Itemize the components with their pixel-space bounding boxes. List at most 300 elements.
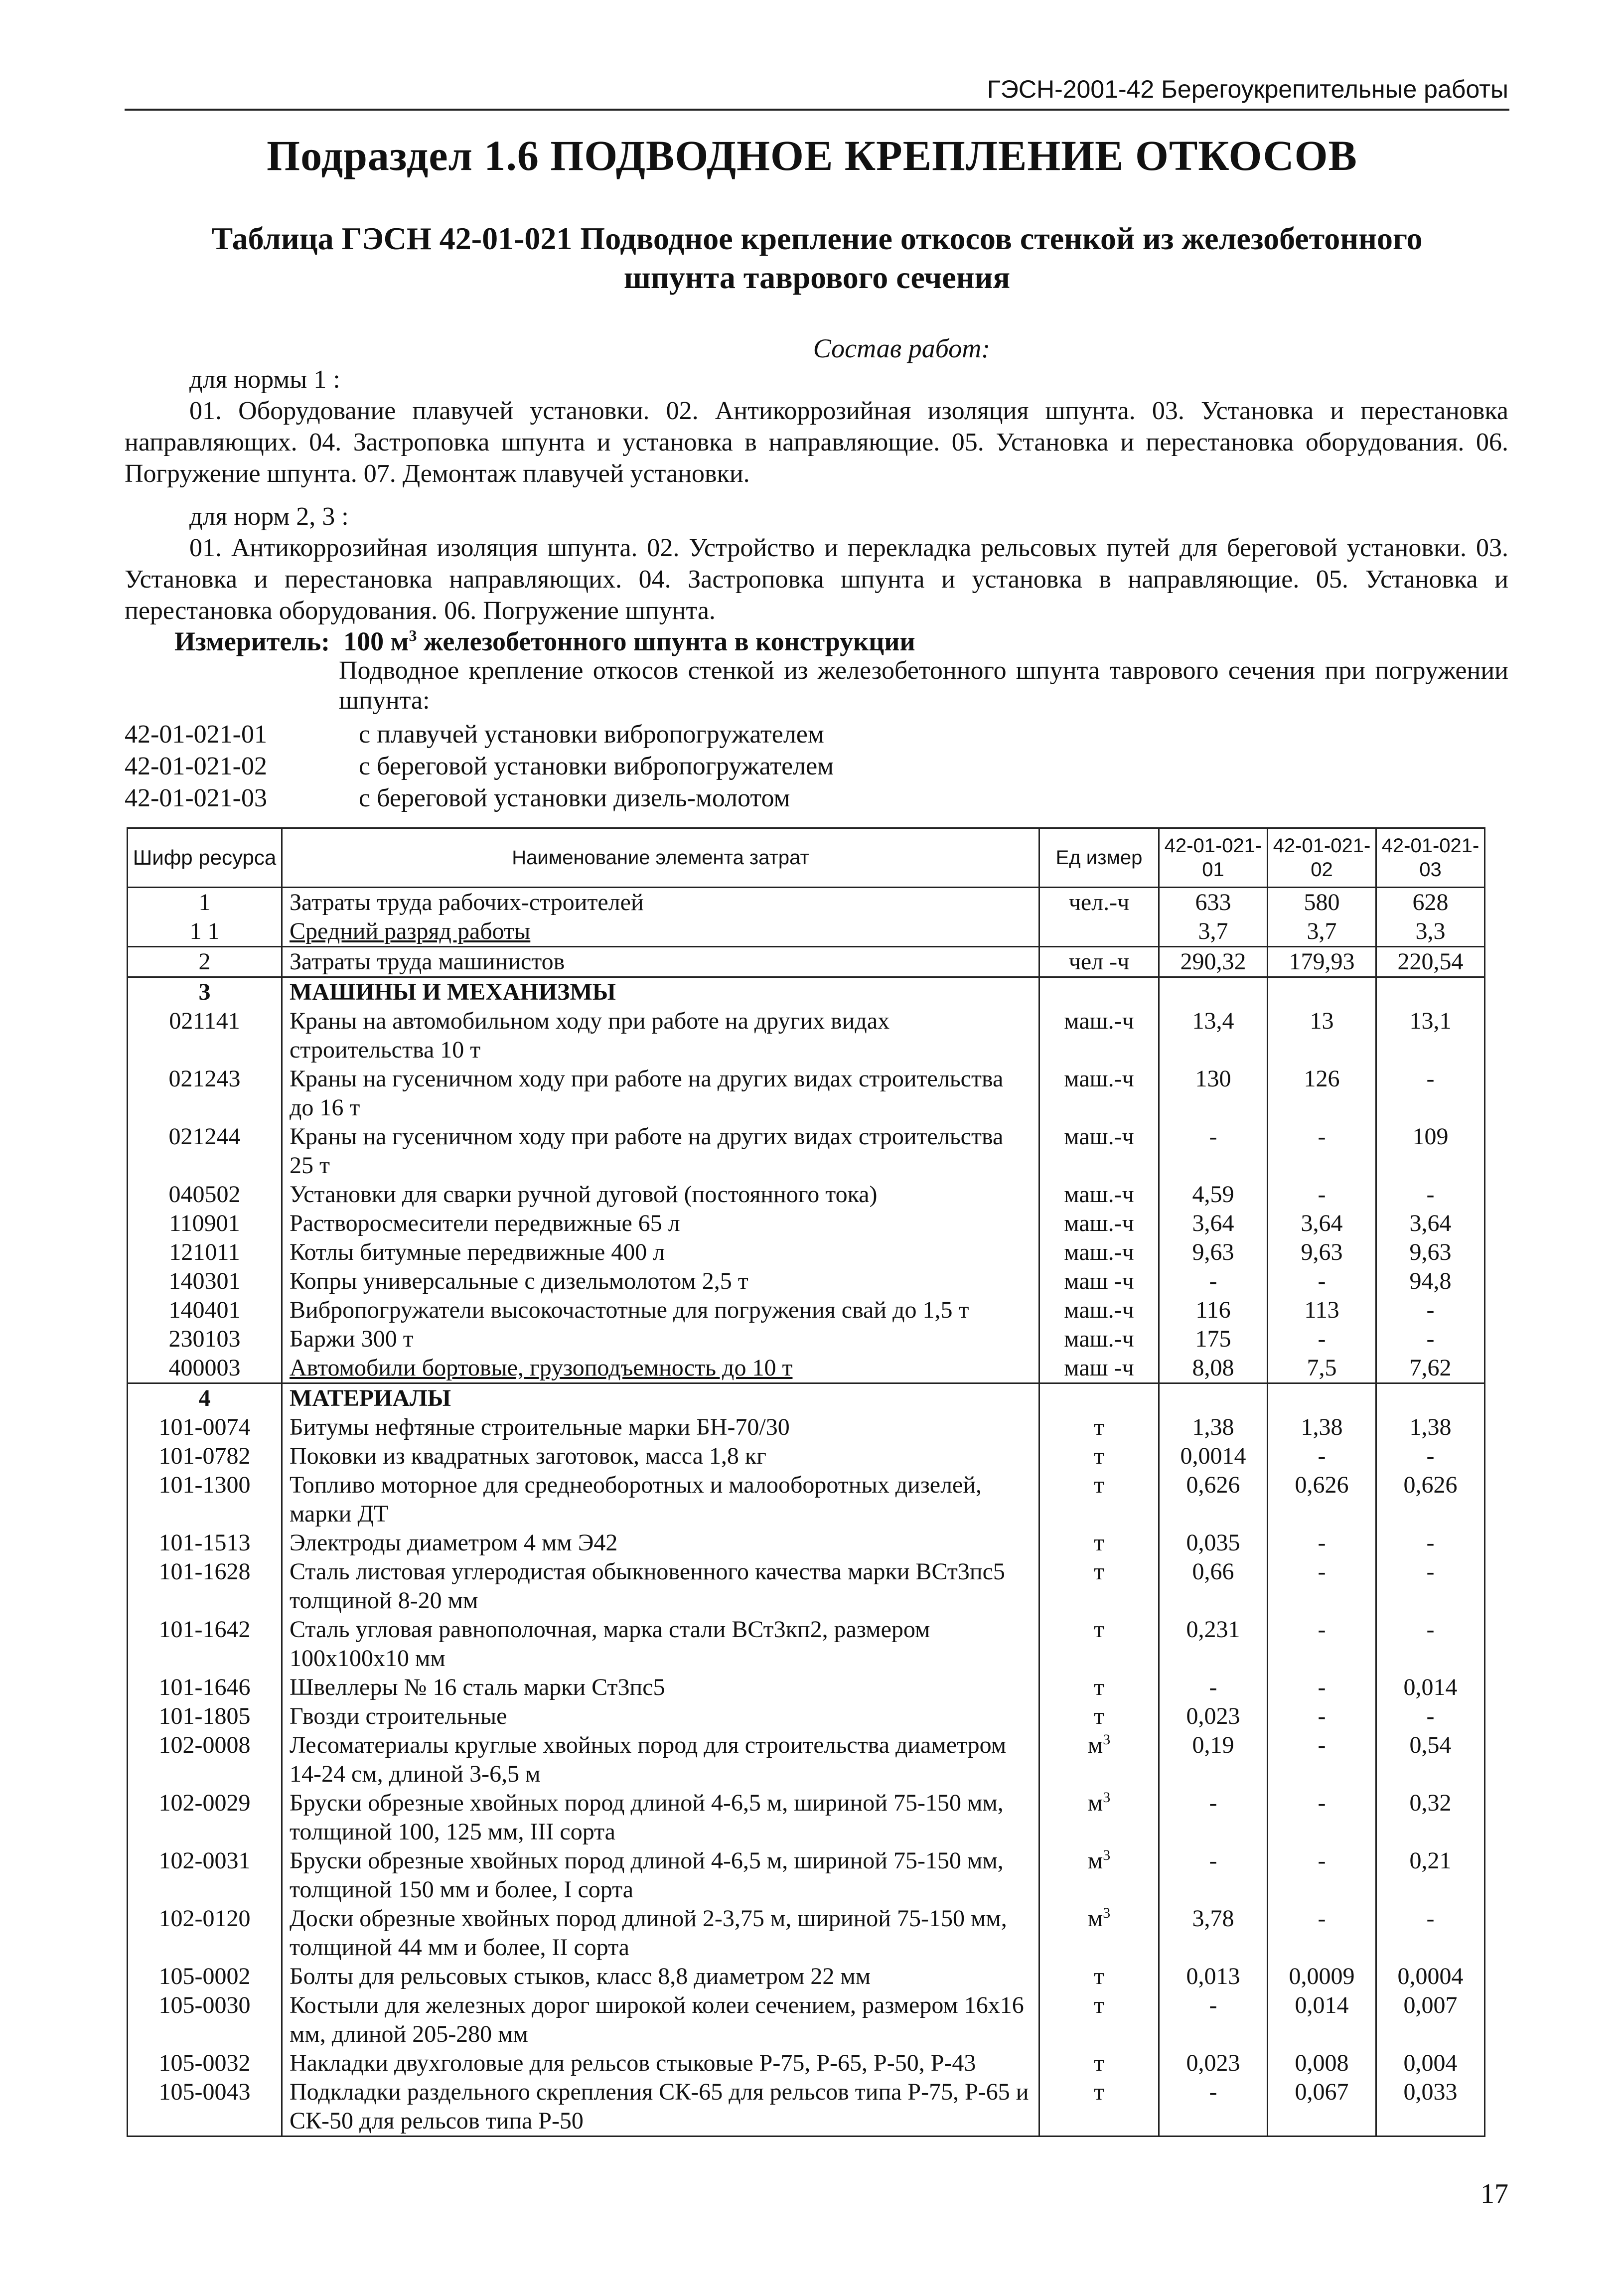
row-value-norm3 [1376, 1702, 1485, 1731]
row-value-norm3-text: - [1426, 1529, 1435, 1556]
table-body [128, 888, 1485, 2137]
row-name [282, 1528, 1039, 1557]
row-value-norm1 [1159, 1065, 1268, 1122]
row-value-norm2-text: 9,63 [1301, 1239, 1343, 1265]
row-code [128, 1065, 282, 1122]
row-unit [1039, 947, 1159, 977]
row-value-norm2-text: - [1318, 1847, 1326, 1874]
row-code-text: 040502 [168, 1181, 241, 1208]
norm-text: с береговой установки дизель-молотом [359, 784, 790, 812]
row-value-norm2-text: 0,067 [1295, 2079, 1349, 2105]
row-unit [1039, 1296, 1159, 1325]
norm-row [125, 720, 824, 749]
row-value-norm2 [1268, 1557, 1376, 1615]
row-code-text: 4 [198, 1385, 211, 1411]
row-code-text: 105-0002 [158, 1963, 251, 1989]
row-value-norm1 [1159, 1296, 1268, 1325]
row-value-norm2-text: 7,5 [1307, 1355, 1337, 1381]
row-unit [1039, 1702, 1159, 1731]
row-unit-text: т [1094, 1674, 1104, 1700]
table-row [128, 1383, 1485, 1413]
row-value-norm3-text: 13,1 [1409, 1008, 1452, 1034]
row-value-norm2-text: - [1318, 1326, 1326, 1352]
row-name [282, 1442, 1039, 1471]
row-value-norm1-text: 4,59 [1192, 1181, 1234, 1208]
row-code-text: 105-0043 [158, 2079, 251, 2105]
row-name [282, 1383, 1039, 1413]
row-unit [1039, 1904, 1159, 1962]
row-value-norm3 [1376, 1413, 1485, 1442]
row-code-text: 102-0029 [158, 1790, 251, 1816]
header-name: Наименование элемента затрат [282, 828, 1039, 888]
row-value-norm2 [1268, 1615, 1376, 1673]
row-name [282, 2078, 1039, 2137]
row-value-norm2 [1268, 1442, 1376, 1471]
row-value-norm1 [1159, 1731, 1268, 1789]
row-value-norm2 [1268, 1991, 1376, 2049]
table-row [128, 1354, 1485, 1383]
row-value-norm3 [1376, 1962, 1485, 1991]
table-row [128, 1528, 1485, 1557]
table-row [128, 1615, 1485, 1673]
table-row [128, 1991, 1485, 2049]
row-value-norm2-text: 126 [1304, 1066, 1340, 1092]
row-value-norm3-text: - [1426, 1297, 1435, 1323]
row-value-norm1-text: 0,023 [1186, 2050, 1240, 2076]
row-value-norm3 [1376, 1007, 1485, 1065]
row-value-norm3-text: 0,626 [1403, 1472, 1458, 1498]
row-code-text: 140401 [168, 1297, 241, 1323]
norm-row [125, 752, 834, 781]
row-code-text: 1 1 [189, 918, 220, 944]
row-code [128, 1413, 282, 1442]
row-name [282, 1991, 1039, 2049]
row-name [282, 1615, 1039, 1673]
row-value-norm3 [1376, 1789, 1485, 1846]
row-value-norm2 [1268, 1471, 1376, 1528]
row-value-norm2-text: - [1318, 1443, 1326, 1469]
resource-table [127, 827, 1485, 2137]
table-row [128, 2078, 1485, 2137]
row-value-norm1 [1159, 1325, 1268, 1354]
row-value-norm1 [1159, 1209, 1268, 1238]
row-unit [1039, 2049, 1159, 2078]
row-code-text: 101-0782 [158, 1443, 251, 1469]
row-name-text: Бруски обрезные хвойных пород длиной 4-6,5 м, шириной 75-150 мм, толщиной 100, 125 мм, III сорта [290, 1790, 1004, 1845]
row-value-norm3 [1376, 1528, 1485, 1557]
row-value-norm3-text: 0,54 [1409, 1732, 1452, 1758]
row-value-norm1-text: 130 [1195, 1066, 1231, 1092]
row-value-norm1 [1159, 2049, 1268, 2078]
row-value-norm1 [1159, 1557, 1268, 1615]
row-name [282, 1673, 1039, 1702]
row-value-norm3 [1376, 1383, 1485, 1413]
row-name [282, 1007, 1039, 1065]
row-value-norm1 [1159, 977, 1268, 1007]
row-value-norm2 [1268, 1962, 1376, 1991]
row-value-norm1-text: - [1209, 1268, 1217, 1294]
row-value-norm3-text: - [1426, 1326, 1435, 1352]
row-code [128, 1846, 282, 1904]
row-unit-text: маш.-ч [1064, 1297, 1134, 1323]
row-value-norm2 [1268, 1325, 1376, 1354]
row-name-text: Автомобили бортовые, грузоподъемность до 10 т [290, 1355, 793, 1381]
table-row [128, 1209, 1485, 1238]
header-rule [125, 109, 1509, 111]
row-name [282, 1122, 1039, 1180]
row-value-norm3-text: 3,3 [1415, 918, 1446, 944]
row-value-norm2-text: 179,93 [1289, 948, 1355, 975]
row-unit [1039, 1528, 1159, 1557]
row-unit [1039, 1065, 1159, 1122]
row-unit [1039, 1846, 1159, 1904]
row-name [282, 1846, 1039, 1904]
norm-code: 42-01-021-02 [125, 752, 267, 780]
row-value-norm3 [1376, 2078, 1485, 2137]
row-unit [1039, 1991, 1159, 2049]
row-value-norm1 [1159, 1238, 1268, 1267]
row-code [128, 1238, 282, 1267]
row-code [128, 1122, 282, 1180]
row-code-text: 140301 [168, 1268, 241, 1294]
row-value-norm2 [1268, 1209, 1376, 1238]
row-name-text: Доски обрезные хвойных пород длиной 2-3,75 м, шириной 75-150 мм, толщиной 44 мм и более, II сорта [290, 1905, 1007, 1961]
table-row [128, 1325, 1485, 1354]
row-value-norm3 [1376, 2049, 1485, 2078]
row-value-norm3-text: 0,004 [1403, 2050, 1458, 2076]
row-unit-text: чел -ч [1068, 948, 1130, 975]
row-value-norm2-text: - [1318, 1123, 1326, 1150]
row-name-text: Краны на гусеничном ходу при работе на других видах строительства до 16 т [290, 1066, 1004, 1121]
row-code [128, 1267, 282, 1296]
row-code [128, 1383, 282, 1413]
norm-text: с береговой установки вибропогружателем [359, 752, 834, 780]
row-unit-text: маш.-ч [1064, 1008, 1134, 1034]
row-name-text: Битумы нефтяные строительные марки БН-70/30 [290, 1414, 790, 1440]
row-code [128, 1789, 282, 1846]
row-unit-text: маш.-ч [1064, 1210, 1134, 1236]
row-unit [1039, 2078, 1159, 2137]
table-row [128, 977, 1485, 1007]
table-row [128, 1122, 1485, 1180]
row-value-norm3 [1376, 1354, 1485, 1383]
row-value-norm1-text: 8,08 [1192, 1355, 1234, 1381]
row-code-text: 102-0031 [158, 1847, 251, 1874]
row-value-norm1 [1159, 1528, 1268, 1557]
row-name-text: Сталь угловая равнополочная, марка стали ВСт3кп2, размером 100x100x10 мм [290, 1616, 930, 1672]
row-value-norm2-text: - [1318, 1674, 1326, 1700]
row-unit [1039, 1615, 1159, 1673]
row-value-norm1 [1159, 917, 1268, 947]
row-value-norm3-text: 0,007 [1403, 1992, 1458, 2018]
row-name-text: Средний разряд работы [290, 918, 531, 944]
row-name [282, 947, 1039, 977]
row-value-norm2 [1268, 1789, 1376, 1846]
norm1-text: 01. Оборудование плавучей установки. 02. Антикоррозийная изоляция шпунта. 03. Установка и перестановка направляющих. 04. Застроповка шпунта и установка в направляющие. 05. Установка и перестановка оборудования. 06. Погружение шпунта. 07. Демонтаж плавучей установки. [125, 397, 1508, 488]
table-row [128, 1296, 1485, 1325]
row-code-text: 101-1300 [158, 1472, 251, 1498]
row-value-norm2-text: 0,626 [1295, 1472, 1349, 1498]
row-value-norm2 [1268, 2049, 1376, 2078]
header-norm2: 42-01-021-02 [1268, 828, 1376, 888]
row-name [282, 1471, 1039, 1528]
row-value-norm3-text: 0,014 [1403, 1674, 1458, 1700]
row-unit [1039, 1354, 1159, 1383]
row-code [128, 1007, 282, 1065]
row-name-text: Краны на автомобильном ходу при работе на других видах строительства 10 т [290, 1008, 890, 1063]
row-value-norm1 [1159, 1991, 1268, 2049]
row-value-norm2 [1268, 977, 1376, 1007]
table-row [128, 1962, 1485, 1991]
row-name-text: Костыли для железных дорог широкой колеи сечением, размером 16x16 мм, длиной 205-280 мм [290, 1992, 1024, 2047]
row-value-norm1-text: - [1209, 2079, 1217, 2105]
table-title [125, 219, 1509, 297]
row-name-text: Котлы битумные передвижные 400 л [290, 1239, 665, 1265]
table-row [128, 2049, 1485, 2078]
row-value-norm3-text: 0,033 [1403, 2079, 1458, 2105]
meter-label: Измеритель: [174, 626, 330, 656]
row-value-norm3-text: 0,32 [1409, 1790, 1452, 1816]
row-code [128, 1209, 282, 1238]
row-value-norm1 [1159, 1962, 1268, 1991]
row-value-norm3 [1376, 1442, 1485, 1471]
row-value-norm1 [1159, 1615, 1268, 1673]
row-unit [1039, 1471, 1159, 1528]
row-code [128, 1325, 282, 1354]
row-value-norm3 [1376, 1065, 1485, 1122]
row-unit [1039, 1122, 1159, 1180]
row-value-norm3-text: 628 [1412, 889, 1449, 916]
row-name-text: Вибропогружатели высокочастотные для погружения свай до 1,5 т [290, 1297, 969, 1323]
row-name-text: Краны на гусеничном ходу при работе на других видах строительства 25 т [290, 1123, 1004, 1179]
row-code-text: 021244 [168, 1123, 241, 1150]
row-name [282, 1238, 1039, 1267]
row-value-norm1-text: 3,7 [1198, 918, 1228, 944]
meter-sup: 3 [409, 626, 417, 644]
row-value-norm1-text: 116 [1195, 1297, 1231, 1323]
row-unit-text: м [1087, 1790, 1103, 1816]
table-row [128, 1789, 1485, 1846]
table-title-line1: Таблица ГЭСН 42-01-021 Подводное крепление откосов стенкой из железобетонного [211, 221, 1423, 256]
row-code-text: 105-0032 [158, 2050, 251, 2076]
row-unit [1039, 1442, 1159, 1471]
row-value-norm3-text: - [1426, 1558, 1435, 1585]
row-name-text: Подкладки раздельного скрепления СК-65 для рельсов типа Р-75, Р-65 и СК-50 для рельсов типа Р-50 [290, 2079, 1029, 2134]
row-value-norm1 [1159, 2078, 1268, 2137]
row-value-norm2 [1268, 1413, 1376, 1442]
row-value-norm2-text: 0,014 [1295, 1992, 1349, 2018]
row-code-text: 3 [198, 979, 211, 1005]
norm-row [125, 783, 790, 813]
row-value-norm1 [1159, 1789, 1268, 1846]
row-value-norm3-text: 3,64 [1409, 1210, 1452, 1236]
row-name [282, 1354, 1039, 1383]
row-value-norm2-text: - [1318, 1268, 1326, 1294]
row-value-norm3-text: - [1426, 1443, 1435, 1469]
row-name-text: Накладки двухголовые для рельсов стыковые Р-75, Р-65, Р-50, Р-43 [290, 2050, 976, 2076]
row-name [282, 1962, 1039, 1991]
row-code-text: 101-0074 [158, 1414, 251, 1440]
row-unit-text: т [1094, 1443, 1104, 1469]
row-value-norm1 [1159, 1267, 1268, 1296]
row-unit-text: т [1094, 1558, 1104, 1585]
row-code-text: 101-1805 [158, 1703, 251, 1729]
row-code [128, 1354, 282, 1383]
row-name-text: Баржи 300 т [290, 1326, 414, 1352]
row-unit-text: т [1094, 1992, 1104, 2018]
header-code: Шифр ресурса [128, 828, 282, 888]
table-row [128, 1065, 1485, 1122]
row-name-text: Швеллеры № 16 сталь марки Ст3пс5 [290, 1674, 665, 1700]
row-code-text: 101-1646 [158, 1674, 251, 1700]
row-unit [1039, 1731, 1159, 1789]
row-name-text: Болты для рельсовых стыков, класс 8,8 диаметром 22 мм [290, 1963, 871, 1989]
row-unit-text: т [1094, 1472, 1104, 1498]
row-value-norm3 [1376, 1615, 1485, 1673]
row-code [128, 917, 282, 947]
row-value-norm3 [1376, 1904, 1485, 1962]
row-value-norm3 [1376, 977, 1485, 1007]
row-code [128, 1180, 282, 1209]
row-value-norm3-text: 0,0004 [1397, 1963, 1464, 1989]
row-code [128, 1471, 282, 1528]
meter-value-pre: 100 м [343, 626, 409, 656]
norms-description: Подводное крепление откосов стенкой из железобетонного шпунта таврового сечения при погружении шпунта: [339, 656, 1508, 715]
row-value-norm1-text: 0,0014 [1180, 1443, 1246, 1469]
row-unit [1039, 1383, 1159, 1413]
row-value-norm1-text: - [1209, 1992, 1217, 2018]
row-value-norm2-text: - [1318, 1181, 1326, 1208]
row-code [128, 1557, 282, 1615]
row-name [282, 1325, 1039, 1354]
row-code [128, 977, 282, 1007]
row-value-norm2 [1268, 1180, 1376, 1209]
row-value-norm2-text: - [1318, 1905, 1326, 1932]
row-code-text: 102-0008 [158, 1732, 251, 1758]
row-value-norm3-text: - [1426, 1905, 1435, 1932]
row-name [282, 1702, 1039, 1731]
row-value-norm3 [1376, 1267, 1485, 1296]
row-unit [1039, 1267, 1159, 1296]
row-code [128, 1615, 282, 1673]
subsection-title: Подраздел 1.6 ПОДВОДНОЕ КРЕПЛЕНИЕ ОТКОСОВ [267, 132, 1357, 179]
row-value-norm1-text: 0,035 [1186, 1529, 1240, 1556]
row-value-norm2 [1268, 1731, 1376, 1789]
row-value-norm1-text: 13,4 [1192, 1008, 1234, 1034]
table-row [128, 1471, 1485, 1528]
row-unit [1039, 1209, 1159, 1238]
row-unit-text: маш.-ч [1064, 1066, 1134, 1092]
row-value-norm3 [1376, 1731, 1485, 1789]
row-code-text: 021243 [168, 1066, 241, 1092]
row-name-text: Копры универсальные с дизельмолотом 2,5 т [290, 1268, 748, 1294]
row-value-norm1-text: 633 [1195, 889, 1231, 916]
row-value-norm1-text: 9,63 [1192, 1239, 1234, 1265]
row-value-norm1 [1159, 1442, 1268, 1471]
row-value-norm2-text: 0,0009 [1289, 1963, 1355, 1989]
row-value-norm3-text: - [1426, 1066, 1435, 1092]
row-value-norm1 [1159, 1702, 1268, 1731]
row-code [128, 888, 282, 917]
row-code-text: 121011 [169, 1239, 240, 1265]
row-value-norm3-text: - [1426, 1616, 1435, 1643]
table-row [128, 1442, 1485, 1471]
row-value-norm1-text: 290,32 [1180, 948, 1246, 975]
row-name-text: Затраты труда рабочих-строителей [290, 889, 644, 916]
row-code [128, 2078, 282, 2137]
row-code [128, 1904, 282, 1962]
row-value-norm2 [1268, 1007, 1376, 1065]
row-value-norm2 [1268, 1383, 1376, 1413]
row-value-norm2 [1268, 1238, 1376, 1267]
row-name-text: МАШИНЫ И МЕХАНИЗМЫ [290, 979, 616, 1005]
row-value-norm1-text: - [1209, 1847, 1217, 1874]
row-value-norm1 [1159, 888, 1268, 917]
table-row [128, 1180, 1485, 1209]
row-name-text: Топливо моторное для среднеоборотных и малооборотных дизелей, марки ДТ [290, 1472, 982, 1527]
row-value-norm1-text: 175 [1195, 1326, 1231, 1352]
norm23-label: для норм 2, 3 : [189, 502, 349, 531]
row-name [282, 1180, 1039, 1209]
row-unit-text: м [1087, 1905, 1103, 1932]
row-unit [1039, 888, 1159, 917]
row-code-text: 101-1513 [158, 1529, 251, 1556]
meter-value-post: железобетонного шпунта в конструкции [417, 626, 915, 656]
norm-text: с плавучей установки вибропогружателем [359, 720, 824, 749]
row-name [282, 1731, 1039, 1789]
unit-superscript: 3 [1103, 1731, 1111, 1748]
norm-code: 42-01-021-03 [125, 784, 267, 812]
row-value-norm3 [1376, 1673, 1485, 1702]
row-unit-text: м [1087, 1847, 1103, 1874]
row-value-norm1-text: 1,38 [1192, 1414, 1234, 1440]
row-code [128, 1442, 282, 1471]
row-name-text: Лесоматериалы круглые хвойных пород для строительства диаметром 14-24 см, длиной 3-6,5 м [290, 1732, 1007, 1787]
row-code-text: 101-1642 [158, 1616, 251, 1643]
row-value-norm2 [1268, 888, 1376, 917]
row-code [128, 947, 282, 977]
row-unit-text: маш -ч [1064, 1355, 1134, 1381]
row-code [128, 1673, 282, 1702]
row-value-norm3 [1376, 1471, 1485, 1528]
row-unit-text: т [1094, 1414, 1104, 1440]
table-row [128, 1904, 1485, 1962]
row-value-norm2 [1268, 1528, 1376, 1557]
row-value-norm2-text: - [1318, 1703, 1326, 1729]
row-value-norm3 [1376, 917, 1485, 947]
work-composition-heading: Состав работ: [813, 333, 991, 363]
row-name-text: Электроды диаметром 4 мм Э42 [290, 1529, 618, 1556]
row-name [282, 1267, 1039, 1296]
row-value-norm2 [1268, 1673, 1376, 1702]
row-value-norm3-text: - [1426, 1181, 1435, 1208]
row-value-norm1-text: 0,013 [1186, 1963, 1240, 1989]
row-value-norm2 [1268, 917, 1376, 947]
row-unit [1039, 917, 1159, 947]
row-unit-text: маш.-ч [1064, 1181, 1134, 1208]
row-unit [1039, 977, 1159, 1007]
header-norm3: 42-01-021-03 [1376, 828, 1485, 888]
row-value-norm3 [1376, 1991, 1485, 2049]
row-value-norm2-text: 3,7 [1307, 918, 1337, 944]
row-name [282, 1065, 1039, 1122]
unit-superscript: 3 [1103, 1789, 1111, 1806]
row-code-text: 021141 [169, 1008, 240, 1034]
row-name [282, 977, 1039, 1007]
row-value-norm2 [1268, 1904, 1376, 1962]
row-name-text: Сталь листовая углеродистая обыкновенного качества марки ВСт3пс5 толщиной 8-20 мм [290, 1558, 1005, 1614]
row-value-norm1-text: 3,78 [1192, 1905, 1234, 1932]
